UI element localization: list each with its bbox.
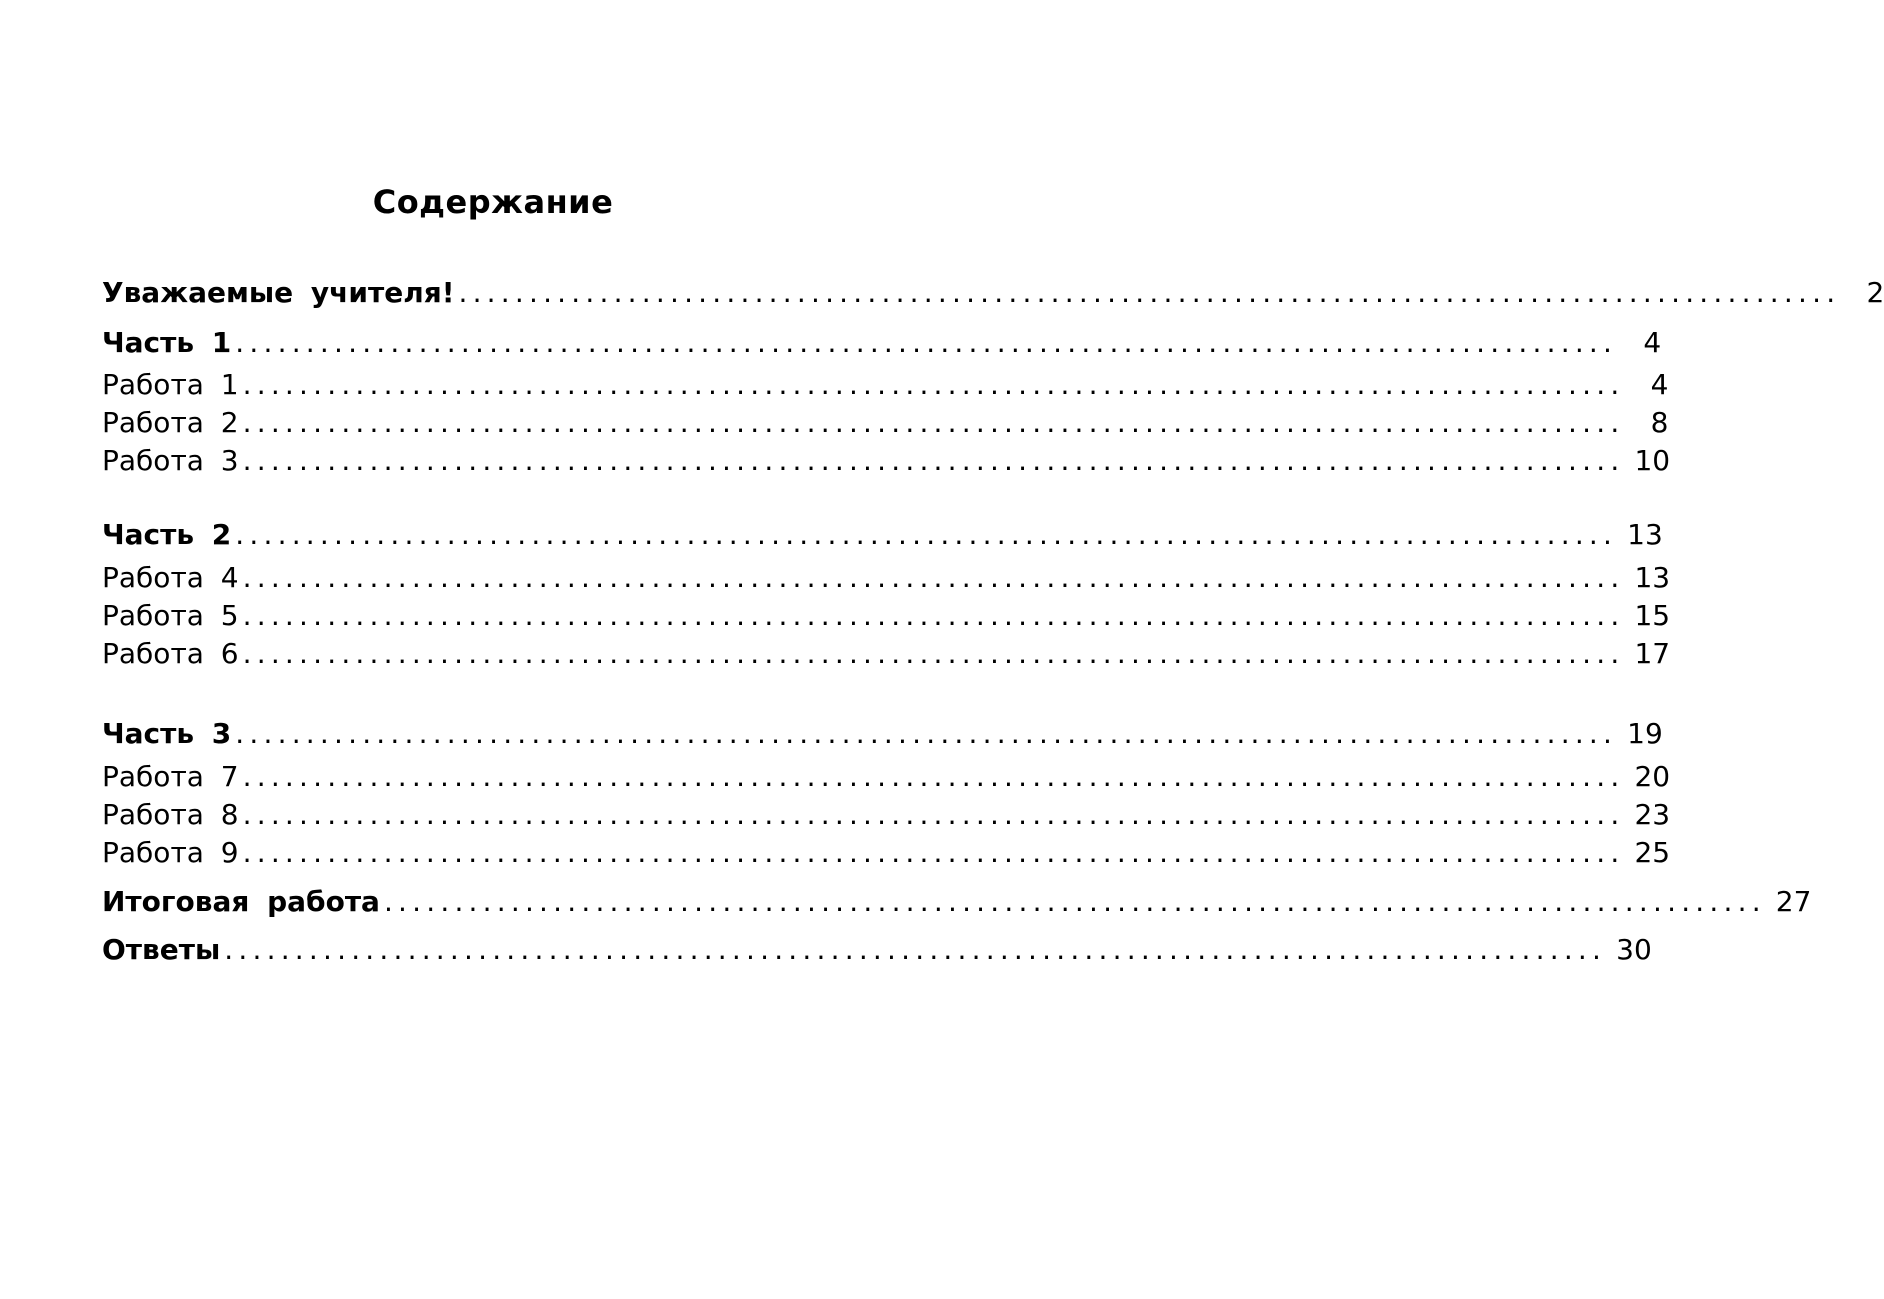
- toc-entry-label: Работа 1: [102, 368, 239, 401]
- toc-entry-work-7[interactable]: [102, 757, 1671, 797]
- toc-entry-label: Часть 3: [102, 717, 232, 750]
- toc-entry-part-1[interactable]: [102, 323, 1662, 363]
- dot-leader: ..................................................................................................: [242, 561, 1625, 594]
- page-title: Содержание: [372, 183, 614, 221]
- toc-entry-work-1[interactable]: [102, 365, 1669, 405]
- dot-leader: ..................................................................................................: [242, 368, 1625, 401]
- toc-entry-page: 25: [1634, 836, 1671, 869]
- toc-entry-label: Уважаемые учителя!: [102, 276, 455, 309]
- toc-entry-work-9[interactable]: [102, 833, 1671, 873]
- toc-entry-page: 13: [1634, 561, 1671, 594]
- dot-leader: ..................................................................................................: [383, 885, 1766, 918]
- dot-leader: ..................................................................................................: [235, 326, 1618, 359]
- dot-leader: ..................................................................................................: [242, 798, 1625, 831]
- dot-leader: ..................................................................................................: [242, 599, 1625, 632]
- toc-entry-page: 8: [1650, 406, 1669, 439]
- toc-entry-final-work[interactable]: [102, 882, 1812, 922]
- toc-entry-label: Работа 3: [102, 444, 239, 477]
- toc-entry-label: Итоговая работа: [102, 885, 380, 918]
- dot-leader: ..................................................................................................: [242, 406, 1625, 439]
- toc-entry-part-3[interactable]: [102, 714, 1663, 754]
- toc-entry-page: 27: [1775, 885, 1812, 918]
- toc-entry-page: 2: [1866, 276, 1884, 309]
- dot-leader: ..................................................................................................: [235, 518, 1618, 551]
- toc-entry-page: 10: [1634, 444, 1671, 477]
- dot-leader: ..................................................................................................: [224, 933, 1607, 966]
- toc-entry-page: 23: [1634, 798, 1671, 831]
- dot-leader: ..................................................................................................: [242, 444, 1625, 477]
- toc-entry-label: Работа 5: [102, 599, 239, 632]
- dot-leader: ..................................................................................................: [242, 760, 1625, 793]
- toc-entry-page: 4: [1643, 326, 1662, 359]
- toc-entry-label: Часть 2: [102, 518, 232, 551]
- toc-entry-page: 13: [1627, 518, 1663, 551]
- toc-entry-work-4[interactable]: [102, 558, 1671, 598]
- dot-leader: ..................................................................................................: [458, 276, 1841, 309]
- toc-entry-teachers[interactable]: [102, 273, 1884, 313]
- toc-entry-label: Работа 7: [102, 760, 239, 793]
- toc-entry-work-8[interactable]: [102, 795, 1671, 835]
- toc-entry-page: 15: [1634, 599, 1671, 632]
- toc-entry-label: Работа 8: [102, 798, 239, 831]
- toc-entry-page: 4: [1650, 368, 1669, 401]
- toc-entry-label: Работа 2: [102, 406, 239, 439]
- toc-entry-work-6[interactable]: [102, 634, 1671, 674]
- toc-entry-answers[interactable]: [102, 930, 1652, 970]
- toc-entry-page: 30: [1616, 933, 1652, 966]
- toc-entry-label: Часть 1: [102, 326, 232, 359]
- dot-leader: ..................................................................................................: [235, 717, 1618, 750]
- dot-leader: ..................................................................................................: [242, 637, 1625, 670]
- toc-entry-work-2[interactable]: [102, 403, 1669, 443]
- toc-entry-label: Ответы: [102, 933, 221, 966]
- toc-entry-page: 20: [1634, 760, 1671, 793]
- toc-entry-label: Работа 9: [102, 836, 239, 869]
- toc-entry-work-5[interactable]: [102, 596, 1671, 636]
- dot-leader: ..................................................................................................: [242, 836, 1625, 869]
- toc-entry-part-2[interactable]: [102, 515, 1663, 555]
- toc-entry-page: 17: [1634, 637, 1671, 670]
- toc-entry-label: Работа 4: [102, 561, 239, 594]
- toc-entry-work-3[interactable]: [102, 441, 1671, 481]
- toc-entry-label: Работа 6: [102, 637, 239, 670]
- toc-entry-page: 19: [1627, 717, 1663, 750]
